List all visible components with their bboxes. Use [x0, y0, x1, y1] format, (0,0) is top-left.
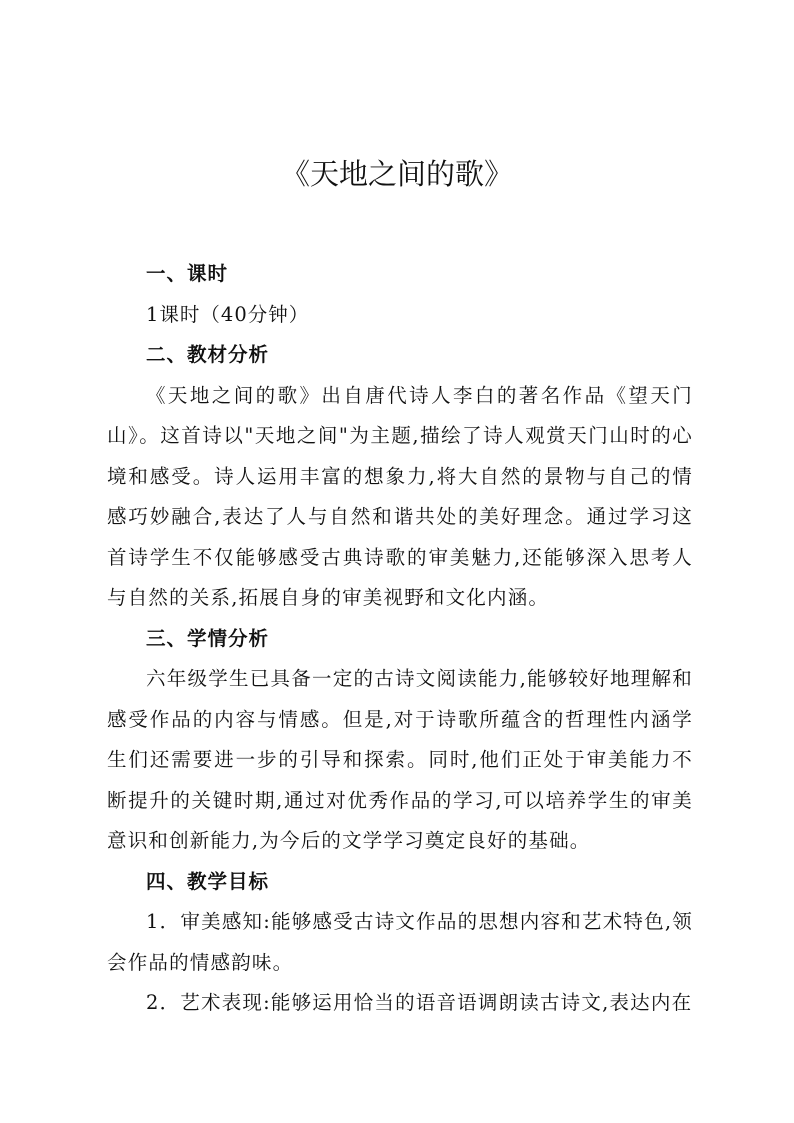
section-heading-textbook-analysis: 二、教材分析 — [146, 343, 270, 366]
document-body — [107, 254, 693, 1024]
teaching-goal-item: 1．审美感知:能够感受古诗文作品的思想内容和艺术特色,领会作品的情感韵味。 — [107, 910, 693, 974]
section-heading-class-hours: 一、课时 — [146, 262, 229, 285]
learner-analysis-paragraph: 六年级学生已具备一定的古诗文阅读能力,能够较好地理解和感受作品的内容与情感。但是,对于诗歌所蕴含的哲理性内涵学生们还需要进一步的引导和探索。同时,他们正处于审美能力不断提升的关键时期,通过对优秀作品的学习,可以培养学生的审美意识和创新能力,为今后的文学学习奠定良好的基础。 — [107, 667, 693, 852]
textbook-analysis-paragraph: 《天地之间的歌》出自唐代诗人李白的著名作品《望天门山》。这首诗以"天地之间"为主题,描绘了诗人观赏天门山时的心境和感受。诗人运用丰富的想象力,将大自然的景物与自己的情感巧妙融合,表达了人与自然和谐共处的美好理念。通过学习这首诗学生不仅能够感受古典诗歌的审美魅力,还能够深入思考人与自然的关系,拓展自身的审美视野和文化内涵。 — [107, 383, 693, 609]
section-heading-learner-analysis: 三、学情分析 — [146, 626, 270, 650]
class-hours-text: 1课时（40分钟） — [146, 302, 310, 326]
document-title: 《天地之间的歌》 — [280, 157, 513, 191]
section-heading-teaching-goals: 四、教学目标 — [146, 869, 270, 893]
teaching-goal-item: 2．艺术表现:能够运用恰当的语音语调朗读古诗文,表达内在 — [146, 991, 693, 1014]
